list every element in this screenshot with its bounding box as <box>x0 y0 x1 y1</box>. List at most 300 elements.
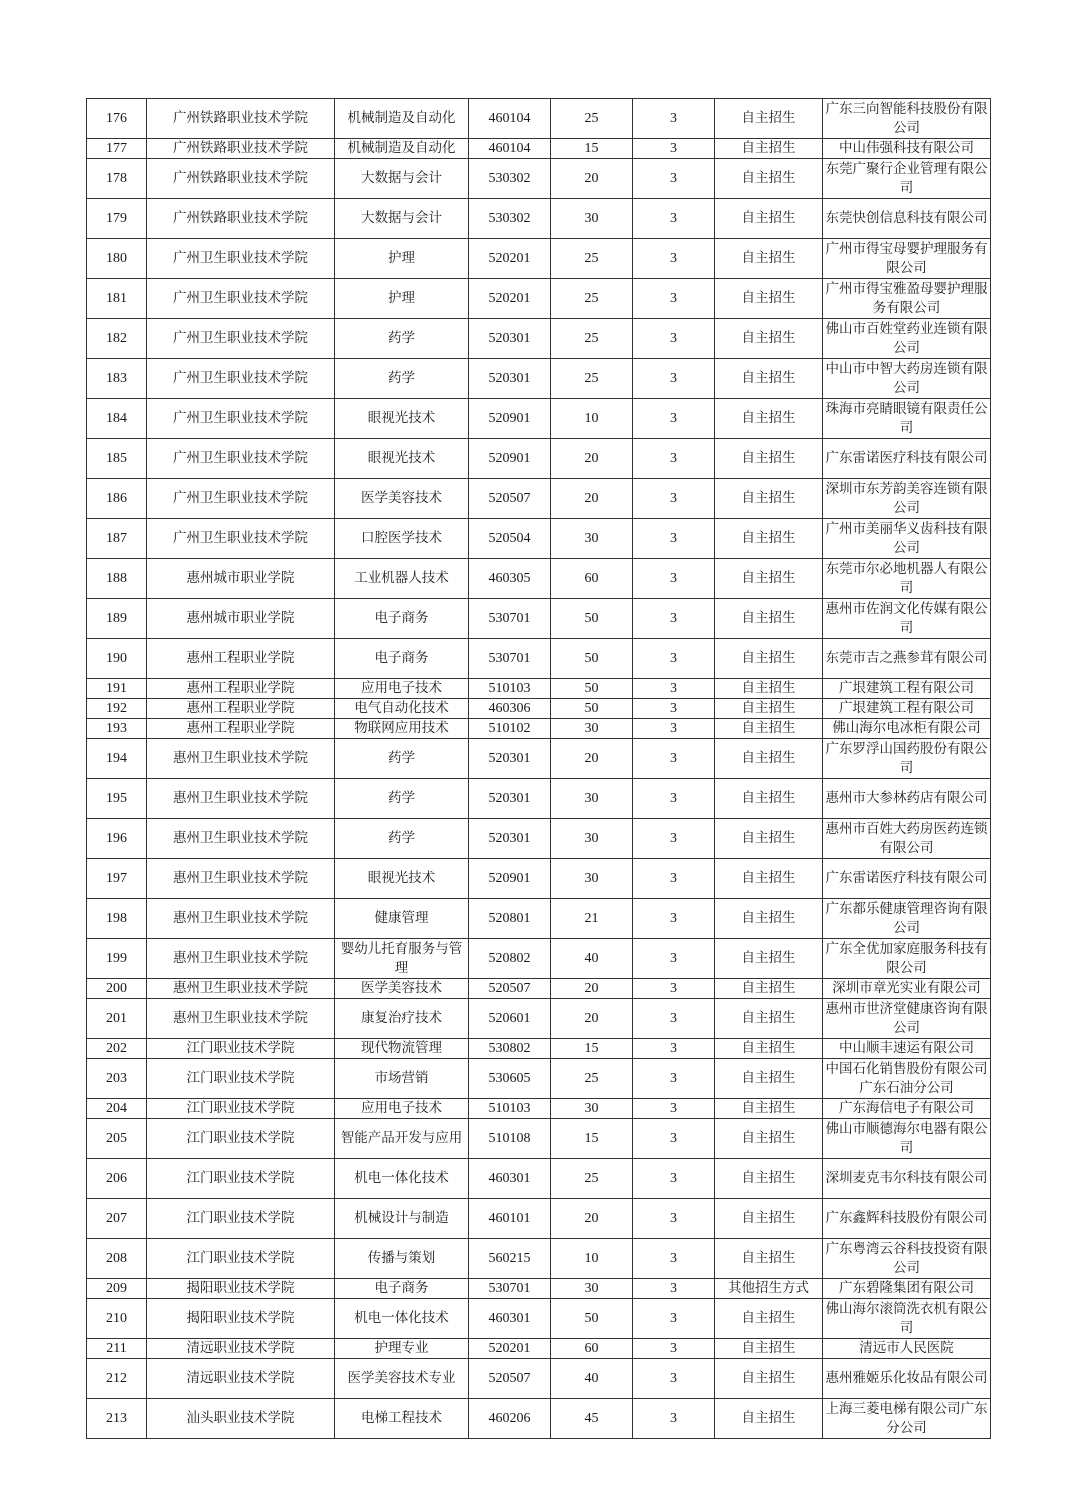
cell-company: 广东碧隆集团有限公司 <box>823 1279 991 1299</box>
cell-school: 广州卫生职业技术学院 <box>147 319 335 359</box>
cell-major: 药学 <box>335 319 469 359</box>
cell-major: 护理专业 <box>335 1339 469 1359</box>
cell-years: 3 <box>633 679 715 699</box>
cell-major-code: 520301 <box>469 819 551 859</box>
cell-enrollment-method: 自主招生 <box>715 819 823 859</box>
table-row <box>87 739 991 779</box>
table-row <box>87 99 991 139</box>
table-row <box>87 719 991 739</box>
cell-school: 广州铁路职业技术学院 <box>147 199 335 239</box>
cell-major-code: 560215 <box>469 1239 551 1279</box>
cell-seq: 196 <box>87 819 147 859</box>
cell-enrollment-count: 50 <box>551 599 633 639</box>
cell-enrollment-method: 自主招生 <box>715 239 823 279</box>
cell-years: 3 <box>633 1099 715 1119</box>
table-row <box>87 159 991 199</box>
table-row <box>87 1399 991 1439</box>
table-row <box>87 199 991 239</box>
cell-enrollment-count: 20 <box>551 739 633 779</box>
cell-company: 上海三菱电梯有限公司广东分公司 <box>823 1399 991 1439</box>
cell-seq: 194 <box>87 739 147 779</box>
cell-major-code: 510102 <box>469 719 551 739</box>
cell-enrollment-method: 自主招生 <box>715 699 823 719</box>
cell-company: 广垠建筑工程有限公司 <box>823 699 991 719</box>
cell-enrollment-method: 自主招生 <box>715 1399 823 1439</box>
cell-years: 3 <box>633 359 715 399</box>
cell-enrollment-count: 40 <box>551 1359 633 1399</box>
cell-major: 应用电子技术 <box>335 679 469 699</box>
cell-school: 江门职业技术学院 <box>147 1239 335 1279</box>
cell-seq: 177 <box>87 139 147 159</box>
table-row <box>87 1239 991 1279</box>
cell-enrollment-count: 25 <box>551 99 633 139</box>
cell-enrollment-count: 10 <box>551 1239 633 1279</box>
cell-seq: 179 <box>87 199 147 239</box>
cell-school: 惠州卫生职业技术学院 <box>147 999 335 1039</box>
cell-major: 应用电子技术 <box>335 1099 469 1119</box>
cell-major-code: 520301 <box>469 779 551 819</box>
cell-major-code: 460305 <box>469 559 551 599</box>
table-row <box>87 819 991 859</box>
table-row <box>87 979 991 999</box>
cell-years: 3 <box>633 439 715 479</box>
cell-school: 广州铁路职业技术学院 <box>147 99 335 139</box>
cell-school: 广州铁路职业技术学院 <box>147 139 335 159</box>
cell-school: 江门职业技术学院 <box>147 1059 335 1099</box>
cell-school: 清远职业技术学院 <box>147 1339 335 1359</box>
cell-company: 东莞广聚行企业管理有限公司 <box>823 159 991 199</box>
cell-company: 惠州雅姬乐化妆品有限公司 <box>823 1359 991 1399</box>
cell-major-code: 520301 <box>469 319 551 359</box>
cell-major: 电子商务 <box>335 639 469 679</box>
table-row <box>87 1359 991 1399</box>
cell-major: 大数据与会计 <box>335 159 469 199</box>
cell-major: 工业机器人技术 <box>335 559 469 599</box>
cell-years: 3 <box>633 999 715 1039</box>
cell-major-code: 520507 <box>469 979 551 999</box>
cell-major: 电子商务 <box>335 599 469 639</box>
cell-major-code: 520601 <box>469 999 551 1039</box>
cell-major-code: 520901 <box>469 859 551 899</box>
cell-enrollment-count: 25 <box>551 1059 633 1099</box>
cell-major-code: 520201 <box>469 279 551 319</box>
cell-enrollment-method: 自主招生 <box>715 1239 823 1279</box>
cell-seq: 180 <box>87 239 147 279</box>
cell-school: 广州卫生职业技术学院 <box>147 479 335 519</box>
cell-major: 电气自动化技术 <box>335 699 469 719</box>
cell-years: 3 <box>633 159 715 199</box>
cell-major-code: 510103 <box>469 679 551 699</box>
cell-major: 机械制造及自动化 <box>335 99 469 139</box>
cell-seq: 198 <box>87 899 147 939</box>
cell-enrollment-count: 20 <box>551 479 633 519</box>
table-row <box>87 519 991 559</box>
enrollment-table <box>86 98 991 1439</box>
cell-major-code: 460104 <box>469 139 551 159</box>
cell-years: 3 <box>633 1299 715 1339</box>
cell-years: 3 <box>633 1239 715 1279</box>
table-row <box>87 479 991 519</box>
cell-major: 药学 <box>335 779 469 819</box>
cell-enrollment-method: 自主招生 <box>715 99 823 139</box>
cell-years: 3 <box>633 719 715 739</box>
cell-seq: 178 <box>87 159 147 199</box>
cell-years: 3 <box>633 979 715 999</box>
cell-major-code: 520801 <box>469 899 551 939</box>
cell-major-code: 460301 <box>469 1299 551 1339</box>
cell-major: 机电一体化技术 <box>335 1299 469 1339</box>
cell-company: 惠州市佐润文化传媒有限公司 <box>823 599 991 639</box>
cell-major: 康复治疗技术 <box>335 999 469 1039</box>
cell-seq: 203 <box>87 1059 147 1099</box>
cell-seq: 200 <box>87 979 147 999</box>
cell-seq: 202 <box>87 1039 147 1059</box>
cell-company: 深圳市章光实业有限公司 <box>823 979 991 999</box>
cell-enrollment-method: 自主招生 <box>715 639 823 679</box>
table-row <box>87 1199 991 1239</box>
cell-enrollment-method: 自主招生 <box>715 159 823 199</box>
cell-enrollment-method: 自主招生 <box>715 1199 823 1239</box>
cell-school: 江门职业技术学院 <box>147 1119 335 1159</box>
cell-major: 眼视光技术 <box>335 399 469 439</box>
table-row <box>87 279 991 319</box>
cell-company: 广东雷诺医疗科技有限公司 <box>823 439 991 479</box>
cell-major-code: 530701 <box>469 1279 551 1299</box>
cell-seq: 186 <box>87 479 147 519</box>
table-row <box>87 1279 991 1299</box>
cell-enrollment-count: 25 <box>551 359 633 399</box>
cell-years: 3 <box>633 1359 715 1399</box>
cell-major: 眼视光技术 <box>335 859 469 899</box>
cell-enrollment-count: 10 <box>551 399 633 439</box>
cell-major-code: 520301 <box>469 739 551 779</box>
cell-years: 3 <box>633 859 715 899</box>
cell-major: 医学美容技术专业 <box>335 1359 469 1399</box>
cell-seq: 208 <box>87 1239 147 1279</box>
cell-major-code: 520504 <box>469 519 551 559</box>
cell-enrollment-count: 60 <box>551 559 633 599</box>
cell-enrollment-count: 60 <box>551 1339 633 1359</box>
cell-enrollment-method: 自主招生 <box>715 279 823 319</box>
cell-school: 惠州工程职业学院 <box>147 699 335 719</box>
table-row <box>87 679 991 699</box>
cell-company: 广东鑫辉科技股份有限公司 <box>823 1199 991 1239</box>
cell-enrollment-method: 自主招生 <box>715 739 823 779</box>
cell-company: 广东粤湾云谷科技投资有限公司 <box>823 1239 991 1279</box>
cell-years: 3 <box>633 479 715 519</box>
cell-company: 中山市中智大药房连锁有限公司 <box>823 359 991 399</box>
cell-enrollment-method: 自主招生 <box>715 1159 823 1199</box>
cell-major-code: 530302 <box>469 159 551 199</box>
cell-years: 3 <box>633 899 715 939</box>
cell-seq: 204 <box>87 1099 147 1119</box>
cell-major: 传播与策划 <box>335 1239 469 1279</box>
cell-school: 惠州城市职业学院 <box>147 599 335 639</box>
cell-company: 广州市得宝母婴护理服务有限公司 <box>823 239 991 279</box>
cell-major: 护理 <box>335 279 469 319</box>
cell-enrollment-count: 25 <box>551 279 633 319</box>
cell-school: 惠州工程职业学院 <box>147 639 335 679</box>
table-row <box>87 1119 991 1159</box>
cell-years: 3 <box>633 779 715 819</box>
cell-enrollment-count: 20 <box>551 979 633 999</box>
cell-enrollment-method: 自主招生 <box>715 779 823 819</box>
cell-enrollment-method: 自主招生 <box>715 359 823 399</box>
cell-school: 广州卫生职业技术学院 <box>147 279 335 319</box>
cell-years: 3 <box>633 1339 715 1359</box>
cell-seq: 195 <box>87 779 147 819</box>
cell-years: 3 <box>633 599 715 639</box>
cell-enrollment-method: 自主招生 <box>715 1039 823 1059</box>
cell-years: 3 <box>633 239 715 279</box>
cell-seq: 201 <box>87 999 147 1039</box>
cell-company: 惠州市世济堂健康咨询有限公司 <box>823 999 991 1039</box>
cell-enrollment-method: 自主招生 <box>715 859 823 899</box>
cell-school: 惠州卫生职业技术学院 <box>147 899 335 939</box>
table-row <box>87 1059 991 1099</box>
cell-enrollment-method: 自主招生 <box>715 899 823 939</box>
cell-enrollment-count: 20 <box>551 159 633 199</box>
cell-company: 中山顺丰速运有限公司 <box>823 1039 991 1059</box>
cell-school: 惠州卫生职业技术学院 <box>147 739 335 779</box>
cell-company: 广东三向智能科技股份有限公司 <box>823 99 991 139</box>
cell-years: 3 <box>633 819 715 859</box>
cell-enrollment-method: 自主招生 <box>715 979 823 999</box>
table-row <box>87 999 991 1039</box>
cell-major: 眼视光技术 <box>335 439 469 479</box>
cell-enrollment-count: 45 <box>551 1399 633 1439</box>
cell-major: 健康管理 <box>335 899 469 939</box>
cell-enrollment-method: 自主招生 <box>715 439 823 479</box>
cell-company: 广东全优加家庭服务科技有限公司 <box>823 939 991 979</box>
cell-school: 揭阳职业技术学院 <box>147 1279 335 1299</box>
cell-seq: 184 <box>87 399 147 439</box>
cell-company: 惠州市百姓大药房医药连锁有限公司 <box>823 819 991 859</box>
cell-school: 江门职业技术学院 <box>147 1039 335 1059</box>
cell-enrollment-count: 20 <box>551 1199 633 1239</box>
cell-major: 药学 <box>335 359 469 399</box>
cell-enrollment-count: 30 <box>551 1099 633 1119</box>
cell-school: 惠州城市职业学院 <box>147 559 335 599</box>
cell-enrollment-method: 自主招生 <box>715 139 823 159</box>
cell-years: 3 <box>633 939 715 979</box>
cell-years: 3 <box>633 399 715 439</box>
table-row <box>87 1039 991 1059</box>
cell-enrollment-count: 20 <box>551 999 633 1039</box>
cell-major-code: 460101 <box>469 1199 551 1239</box>
table-row <box>87 899 991 939</box>
cell-seq: 212 <box>87 1359 147 1399</box>
cell-seq: 211 <box>87 1339 147 1359</box>
table-row <box>87 239 991 279</box>
cell-company: 惠州市大参林药店有限公司 <box>823 779 991 819</box>
cell-major: 市场营销 <box>335 1059 469 1099</box>
cell-major: 物联网应用技术 <box>335 719 469 739</box>
cell-major-code: 460206 <box>469 1399 551 1439</box>
cell-major-code: 530802 <box>469 1039 551 1059</box>
cell-years: 3 <box>633 139 715 159</box>
cell-school: 惠州工程职业学院 <box>147 679 335 699</box>
cell-company: 广东海信电子有限公司 <box>823 1099 991 1119</box>
cell-major-code: 520507 <box>469 479 551 519</box>
cell-enrollment-method: 自主招生 <box>715 319 823 359</box>
cell-major: 机械设计与制造 <box>335 1199 469 1239</box>
cell-enrollment-method: 自主招生 <box>715 1359 823 1399</box>
cell-major: 现代物流管理 <box>335 1039 469 1059</box>
cell-seq: 197 <box>87 859 147 899</box>
cell-seq: 190 <box>87 639 147 679</box>
cell-school: 惠州卫生职业技术学院 <box>147 939 335 979</box>
cell-enrollment-count: 50 <box>551 1299 633 1339</box>
cell-major-code: 460301 <box>469 1159 551 1199</box>
cell-enrollment-method: 自主招生 <box>715 1339 823 1359</box>
table-row <box>87 859 991 899</box>
cell-school: 惠州卫生职业技术学院 <box>147 979 335 999</box>
cell-enrollment-method: 自主招生 <box>715 939 823 979</box>
cell-school: 广州卫生职业技术学院 <box>147 519 335 559</box>
cell-enrollment-method: 自主招生 <box>715 1059 823 1099</box>
cell-enrollment-count: 20 <box>551 439 633 479</box>
cell-enrollment-method: 其他招生方式 <box>715 1279 823 1299</box>
cell-seq: 193 <box>87 719 147 739</box>
cell-company: 广东罗浮山国药股份有限公司 <box>823 739 991 779</box>
cell-major-code: 520201 <box>469 239 551 279</box>
cell-company: 广州市美丽华义齿科技有限公司 <box>823 519 991 559</box>
cell-seq: 182 <box>87 319 147 359</box>
cell-major-code: 520901 <box>469 399 551 439</box>
table-row <box>87 1159 991 1199</box>
cell-years: 3 <box>633 1399 715 1439</box>
cell-years: 3 <box>633 319 715 359</box>
cell-enrollment-method: 自主招生 <box>715 559 823 599</box>
cell-years: 3 <box>633 1279 715 1299</box>
cell-school: 惠州卫生职业技术学院 <box>147 819 335 859</box>
cell-school: 江门职业技术学院 <box>147 1099 335 1119</box>
cell-school: 揭阳职业技术学院 <box>147 1299 335 1339</box>
cell-major: 电梯工程技术 <box>335 1399 469 1439</box>
cell-company: 佛山海尔滚筒洗衣机有限公司 <box>823 1299 991 1339</box>
cell-years: 3 <box>633 639 715 679</box>
cell-company: 中国石化销售股份有限公司广东石油分公司 <box>823 1059 991 1099</box>
cell-school: 广州铁路职业技术学院 <box>147 159 335 199</box>
cell-company: 清远市人民医院 <box>823 1339 991 1359</box>
cell-major-code: 510108 <box>469 1119 551 1159</box>
table-row <box>87 1339 991 1359</box>
cell-school: 广州卫生职业技术学院 <box>147 399 335 439</box>
cell-years: 3 <box>633 1059 715 1099</box>
cell-enrollment-method: 自主招生 <box>715 999 823 1039</box>
table-row <box>87 779 991 819</box>
cell-seq: 181 <box>87 279 147 319</box>
cell-enrollment-count: 30 <box>551 859 633 899</box>
cell-enrollment-count: 50 <box>551 679 633 699</box>
cell-major-code: 510103 <box>469 1099 551 1119</box>
cell-school: 惠州卫生职业技术学院 <box>147 779 335 819</box>
table-body <box>87 99 991 1439</box>
cell-enrollment-count: 25 <box>551 239 633 279</box>
table-row <box>87 439 991 479</box>
table-row <box>87 359 991 399</box>
cell-seq: 191 <box>87 679 147 699</box>
cell-enrollment-method: 自主招生 <box>715 479 823 519</box>
cell-enrollment-count: 21 <box>551 899 633 939</box>
cell-seq: 192 <box>87 699 147 719</box>
cell-major-code: 530605 <box>469 1059 551 1099</box>
cell-school: 广州卫生职业技术学院 <box>147 239 335 279</box>
cell-company: 深圳市东芳韵美容连锁有限公司 <box>823 479 991 519</box>
cell-seq: 210 <box>87 1299 147 1339</box>
table-row <box>87 1299 991 1339</box>
cell-years: 3 <box>633 519 715 559</box>
table-row <box>87 599 991 639</box>
cell-school: 江门职业技术学院 <box>147 1199 335 1239</box>
cell-school: 清远职业技术学院 <box>147 1359 335 1399</box>
cell-school: 惠州工程职业学院 <box>147 719 335 739</box>
cell-years: 3 <box>633 199 715 239</box>
cell-school: 江门职业技术学院 <box>147 1159 335 1199</box>
cell-enrollment-count: 30 <box>551 719 633 739</box>
cell-company: 广垠建筑工程有限公司 <box>823 679 991 699</box>
cell-enrollment-count: 30 <box>551 779 633 819</box>
cell-major: 医学美容技术 <box>335 979 469 999</box>
cell-enrollment-count: 30 <box>551 819 633 859</box>
table-row <box>87 1099 991 1119</box>
table-row <box>87 319 991 359</box>
cell-company: 珠海市亮睛眼镜有限责任公司 <box>823 399 991 439</box>
cell-company: 佛山海尔电冰柜有限公司 <box>823 719 991 739</box>
cell-enrollment-method: 自主招生 <box>715 199 823 239</box>
table-row <box>87 559 991 599</box>
cell-enrollment-method: 自主招生 <box>715 599 823 639</box>
cell-enrollment-method: 自主招生 <box>715 719 823 739</box>
cell-seq: 187 <box>87 519 147 559</box>
cell-school: 汕头职业技术学院 <box>147 1399 335 1439</box>
cell-major: 电子商务 <box>335 1279 469 1299</box>
cell-major-code: 530701 <box>469 639 551 679</box>
cell-company: 中山伟强科技有限公司 <box>823 139 991 159</box>
cell-major-code: 520901 <box>469 439 551 479</box>
cell-enrollment-count: 30 <box>551 1279 633 1299</box>
cell-enrollment-method: 自主招生 <box>715 1119 823 1159</box>
cell-enrollment-count: 15 <box>551 1039 633 1059</box>
cell-company: 广州市得宝雅盈母婴护理服务有限公司 <box>823 279 991 319</box>
cell-years: 3 <box>633 739 715 779</box>
cell-school: 广州卫生职业技术学院 <box>147 359 335 399</box>
cell-enrollment-method: 自主招生 <box>715 519 823 559</box>
cell-major-code: 520301 <box>469 359 551 399</box>
cell-enrollment-count: 50 <box>551 639 633 679</box>
cell-major: 口腔医学技术 <box>335 519 469 559</box>
cell-seq: 207 <box>87 1199 147 1239</box>
table-row <box>87 639 991 679</box>
cell-company: 东莞市尔必地机器人有限公司 <box>823 559 991 599</box>
cell-enrollment-count: 15 <box>551 139 633 159</box>
cell-years: 3 <box>633 699 715 719</box>
cell-company: 佛山市顺德海尔电器有限公司 <box>823 1119 991 1159</box>
cell-major: 机电一体化技术 <box>335 1159 469 1199</box>
cell-seq: 199 <box>87 939 147 979</box>
cell-major-code: 520507 <box>469 1359 551 1399</box>
cell-enrollment-count: 25 <box>551 1159 633 1199</box>
cell-years: 3 <box>633 279 715 319</box>
cell-enrollment-method: 自主招生 <box>715 679 823 699</box>
cell-enrollment-count: 50 <box>551 699 633 719</box>
cell-major: 药学 <box>335 819 469 859</box>
table-row <box>87 399 991 439</box>
cell-seq: 183 <box>87 359 147 399</box>
cell-major-code: 520802 <box>469 939 551 979</box>
table-row <box>87 939 991 979</box>
